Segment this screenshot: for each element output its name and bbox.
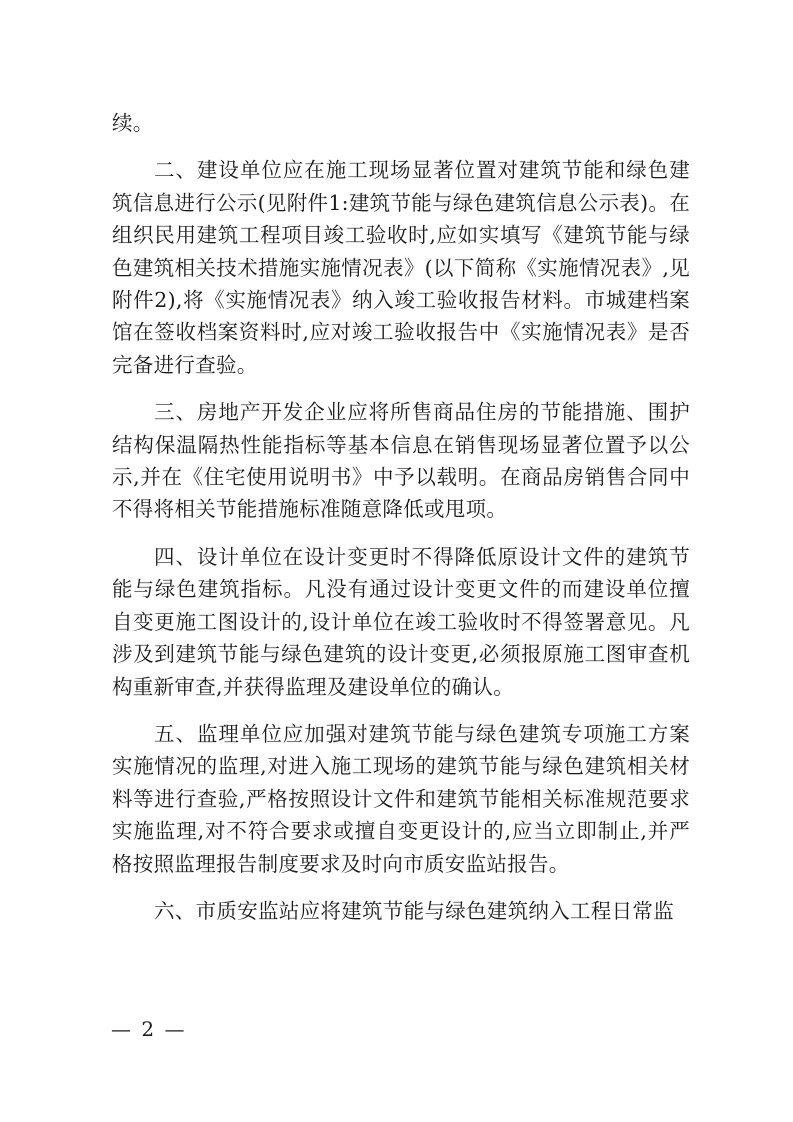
paragraph-3: 三、房地产开发企业应将所售商品住房的节能措施、围护结构保温隔热性能指标等基本信息在销售现场显著位置予以公示,并在《住宅使用说明书》中予以载明。在商品房销售合同中不得将相关节能措施标准随意降低或甩项。	[112, 400, 690, 522]
paragraph-4: 四、设计单位在设计变更时不得降低原设计文件的建筑节能与绿色建筑指标。凡没有通过设计变更文件的而建设单位擅自变更施工图设计的,设计单位在竣工验收时不得签署意见。凡涉及到建筑节能与绿色建筑的设计变更,必须报原施工图审查机构重新审查,并获得监理及建设单位的确认。	[112, 544, 690, 699]
paragraph-2: 二、建设单位应在施工现场显著位置对建筑节能和绿色建筑信息进行公示(见附件1:建筑节能与绿色建筑信息公示表)。在组织民用建筑工程项目竣工验收时,应如实填写《建筑节能与绿色建筑相关技术措施实施情况表》(以下简称《实施情况表》,见附件2),将《实施情况表》纳入竣工验收报告材料。市城建档案馆在签收档案资料时,应对竣工验收报告中《实施情况表》是否完备进行查验。	[112, 158, 690, 377]
page-number: — 2 —	[111, 1017, 187, 1041]
paragraph-5: 五、监理单位应加强对建筑节能与绿色建筑专项施工方案实施情况的监理,对进入施工现场的建筑节能与绿色建筑相关材料等进行查验,严格按照设计文件和建筑节能相关标准规范要求实施监理,对不符合要求或擅自变更设计的,应当立即制止,并严格按照监理报告制度要求及时向市质安监站报告。	[112, 721, 690, 876]
document-body	[112, 107, 690, 942]
paragraph-6: 六、市质安监站应将建筑节能与绿色建筑纳入工程日常监	[154, 898, 674, 923]
paragraph-continuation: 续。	[112, 111, 154, 135]
